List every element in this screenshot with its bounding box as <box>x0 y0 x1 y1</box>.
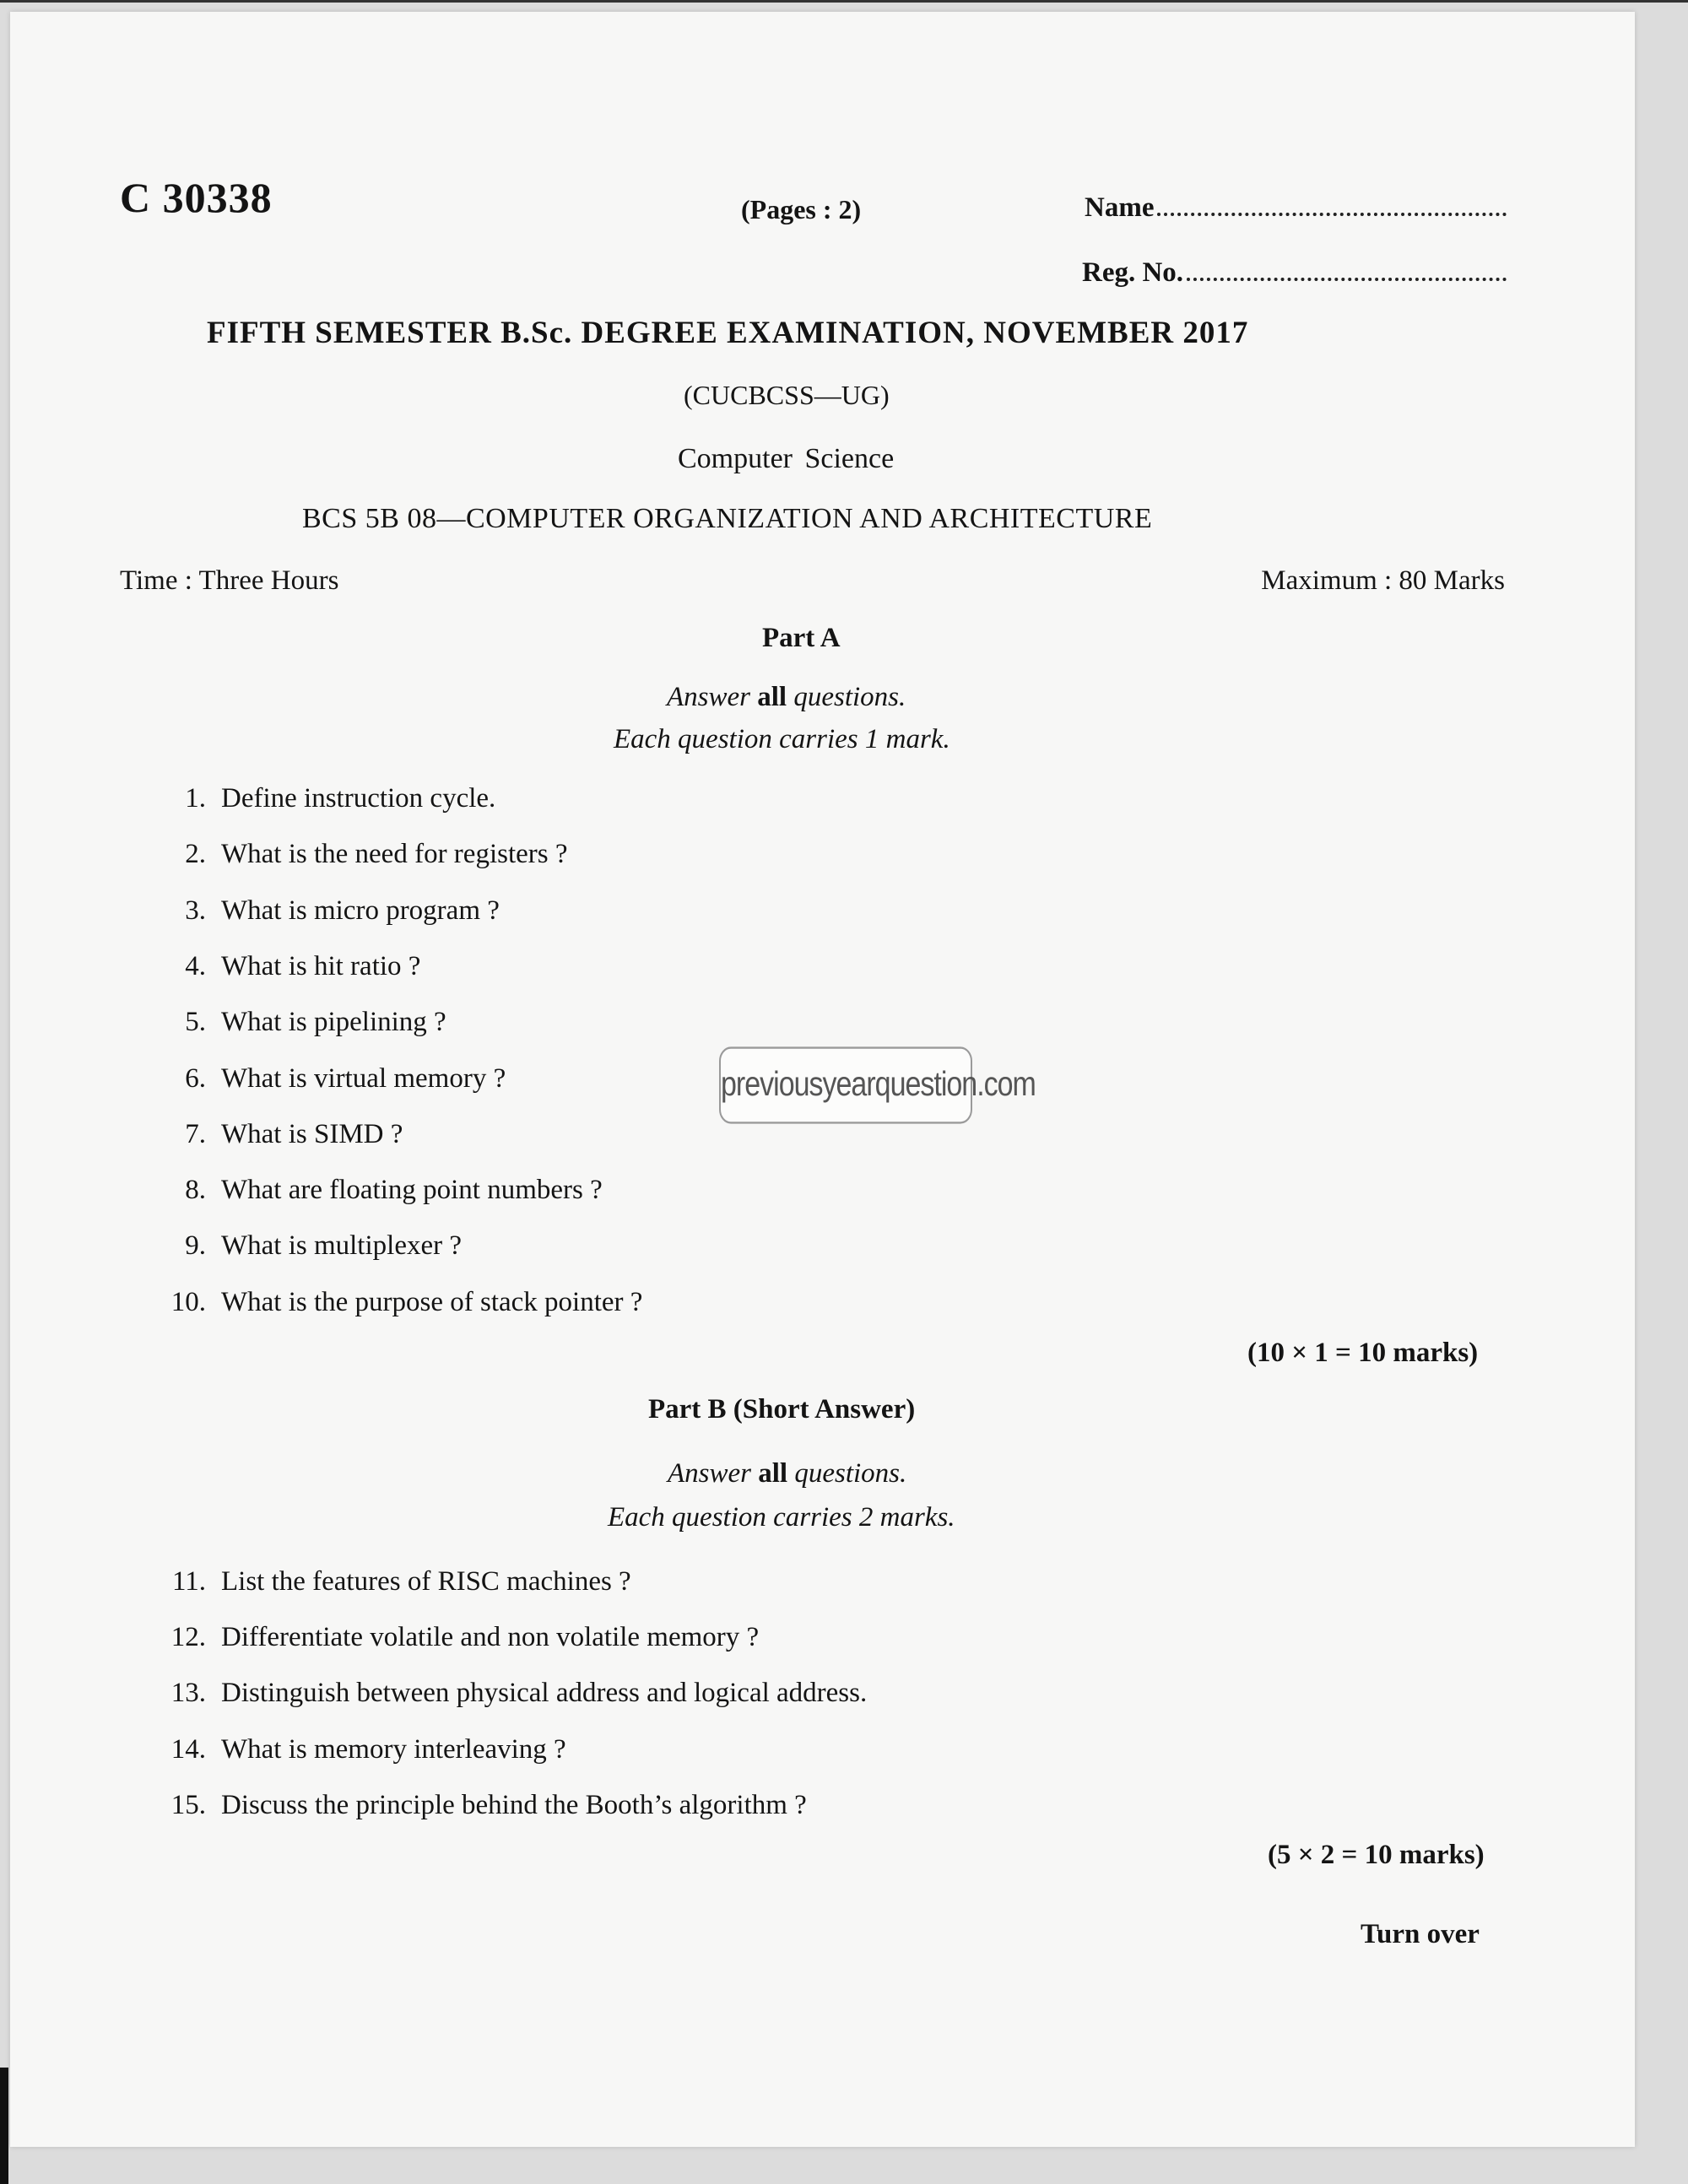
question-item <box>145 783 495 814</box>
paper-title: BCS 5B 08—COMPUTER ORGANIZATION AND ARCHITECTURE <box>302 503 1153 534</box>
question-text: Define instruction cycle. <box>221 783 496 814</box>
question-number: 10. <box>170 1286 206 1317</box>
question-item <box>145 1007 446 1038</box>
question-text: What is the purpose of stack pointer ? <box>221 1286 643 1317</box>
question-text: What is pipelining ? <box>221 1007 446 1038</box>
question-number: 7. <box>185 1118 206 1149</box>
part-b-instr-pre: Answer <box>668 1458 759 1489</box>
question-item <box>145 1678 867 1709</box>
watermark-logo: previousyearquestion.com <box>719 1046 972 1123</box>
part-b-instruction <box>668 1458 906 1489</box>
question-item <box>145 839 568 870</box>
question-text: What is micro program ? <box>221 895 500 926</box>
question-text: List the features of RISC machines ? <box>221 1566 631 1597</box>
exam-scheme: (CUCBCSS—UG) <box>684 380 890 410</box>
part-b-instr-bold: all <box>758 1458 788 1489</box>
page-top-edge <box>0 0 1688 3</box>
question-text: What is SIMD ? <box>221 1118 403 1149</box>
name-field <box>1085 192 1507 224</box>
question-item <box>145 895 500 927</box>
question-item <box>145 1566 631 1597</box>
part-a-title: Part A <box>762 623 841 653</box>
question-text: What is virtual memory ? <box>221 1062 506 1094</box>
question-text: Discuss the principle behind the Booth’s algorithm ? <box>221 1789 807 1820</box>
name-dotted-line <box>1157 192 1507 216</box>
question-number: 12. <box>170 1622 206 1653</box>
question-number: 15. <box>170 1789 206 1820</box>
turn-over: Turn over <box>1361 1919 1480 1949</box>
part-a-instr-bold: all <box>757 682 787 712</box>
question-text: What are floating point numbers ? <box>221 1175 603 1206</box>
part-a-instr-pre: Answer <box>667 682 758 712</box>
question-number: 3. <box>185 895 206 926</box>
question-text: What is the need for registers ? <box>221 839 568 870</box>
part-b-title: Part B (Short Answer) <box>648 1394 916 1424</box>
question-number: 11. <box>171 1566 206 1597</box>
question-text: What is memory interleaving ? <box>221 1733 566 1765</box>
question-number: 5. <box>185 1007 206 1038</box>
question-number: 14. <box>170 1733 206 1765</box>
page-count: (Pages : 2) <box>741 194 862 224</box>
reg-no-label: Reg. No. <box>1082 257 1184 288</box>
question-item <box>145 1119 403 1150</box>
maximum-marks: Maximum : 80 Marks <box>1261 565 1505 596</box>
question-text: Distinguish between physical address and logical address. <box>221 1678 868 1709</box>
part-b-marks-total: (5 × 2 = 10 marks) <box>1268 1840 1485 1870</box>
question-item <box>145 1622 759 1653</box>
question-text: What is hit ratio ? <box>221 950 421 981</box>
question-item <box>145 1230 462 1262</box>
exam-subject: Computer Science <box>678 443 895 474</box>
question-number: 1. <box>185 783 206 814</box>
question-number: 2. <box>185 839 206 870</box>
reg-no-dotted-line <box>1187 257 1507 281</box>
question-number: 9. <box>185 1230 206 1262</box>
question-number: 13. <box>170 1678 206 1709</box>
part-a-marks-instruction: Each question carries 1 mark. <box>614 724 950 754</box>
question-item <box>145 1790 807 1821</box>
question-item <box>145 1287 642 1318</box>
question-item <box>145 951 420 982</box>
part-b-instr-post: questions. <box>787 1458 907 1489</box>
question-item <box>145 1063 506 1095</box>
name-label: Name <box>1085 192 1155 223</box>
part-a-marks-total: (10 × 1 = 10 marks) <box>1247 1338 1479 1368</box>
part-a-instr-post: questions. <box>787 682 906 712</box>
part-a-instruction <box>667 682 906 713</box>
question-number: 4. <box>185 950 206 981</box>
question-item <box>145 1175 603 1206</box>
reg-no-field <box>1082 257 1507 289</box>
question-item <box>145 1734 566 1765</box>
paper-code: C 30338 <box>120 174 273 221</box>
part-b-marks-instruction: Each question carries 2 marks. <box>608 1502 955 1533</box>
question-number: 8. <box>185 1175 206 1206</box>
question-number: 6. <box>185 1062 206 1094</box>
question-text: What is multiplexer ? <box>221 1230 462 1262</box>
scan-edge-bar <box>0 2068 8 2184</box>
exam-time: Time : Three Hours <box>120 565 339 596</box>
question-text: Differentiate volatile and non volatile memory ? <box>221 1622 760 1653</box>
exam-title: FIFTH SEMESTER B.Sc. DEGREE EXAMINATION, NOVEMBER 2017 <box>207 316 1249 350</box>
